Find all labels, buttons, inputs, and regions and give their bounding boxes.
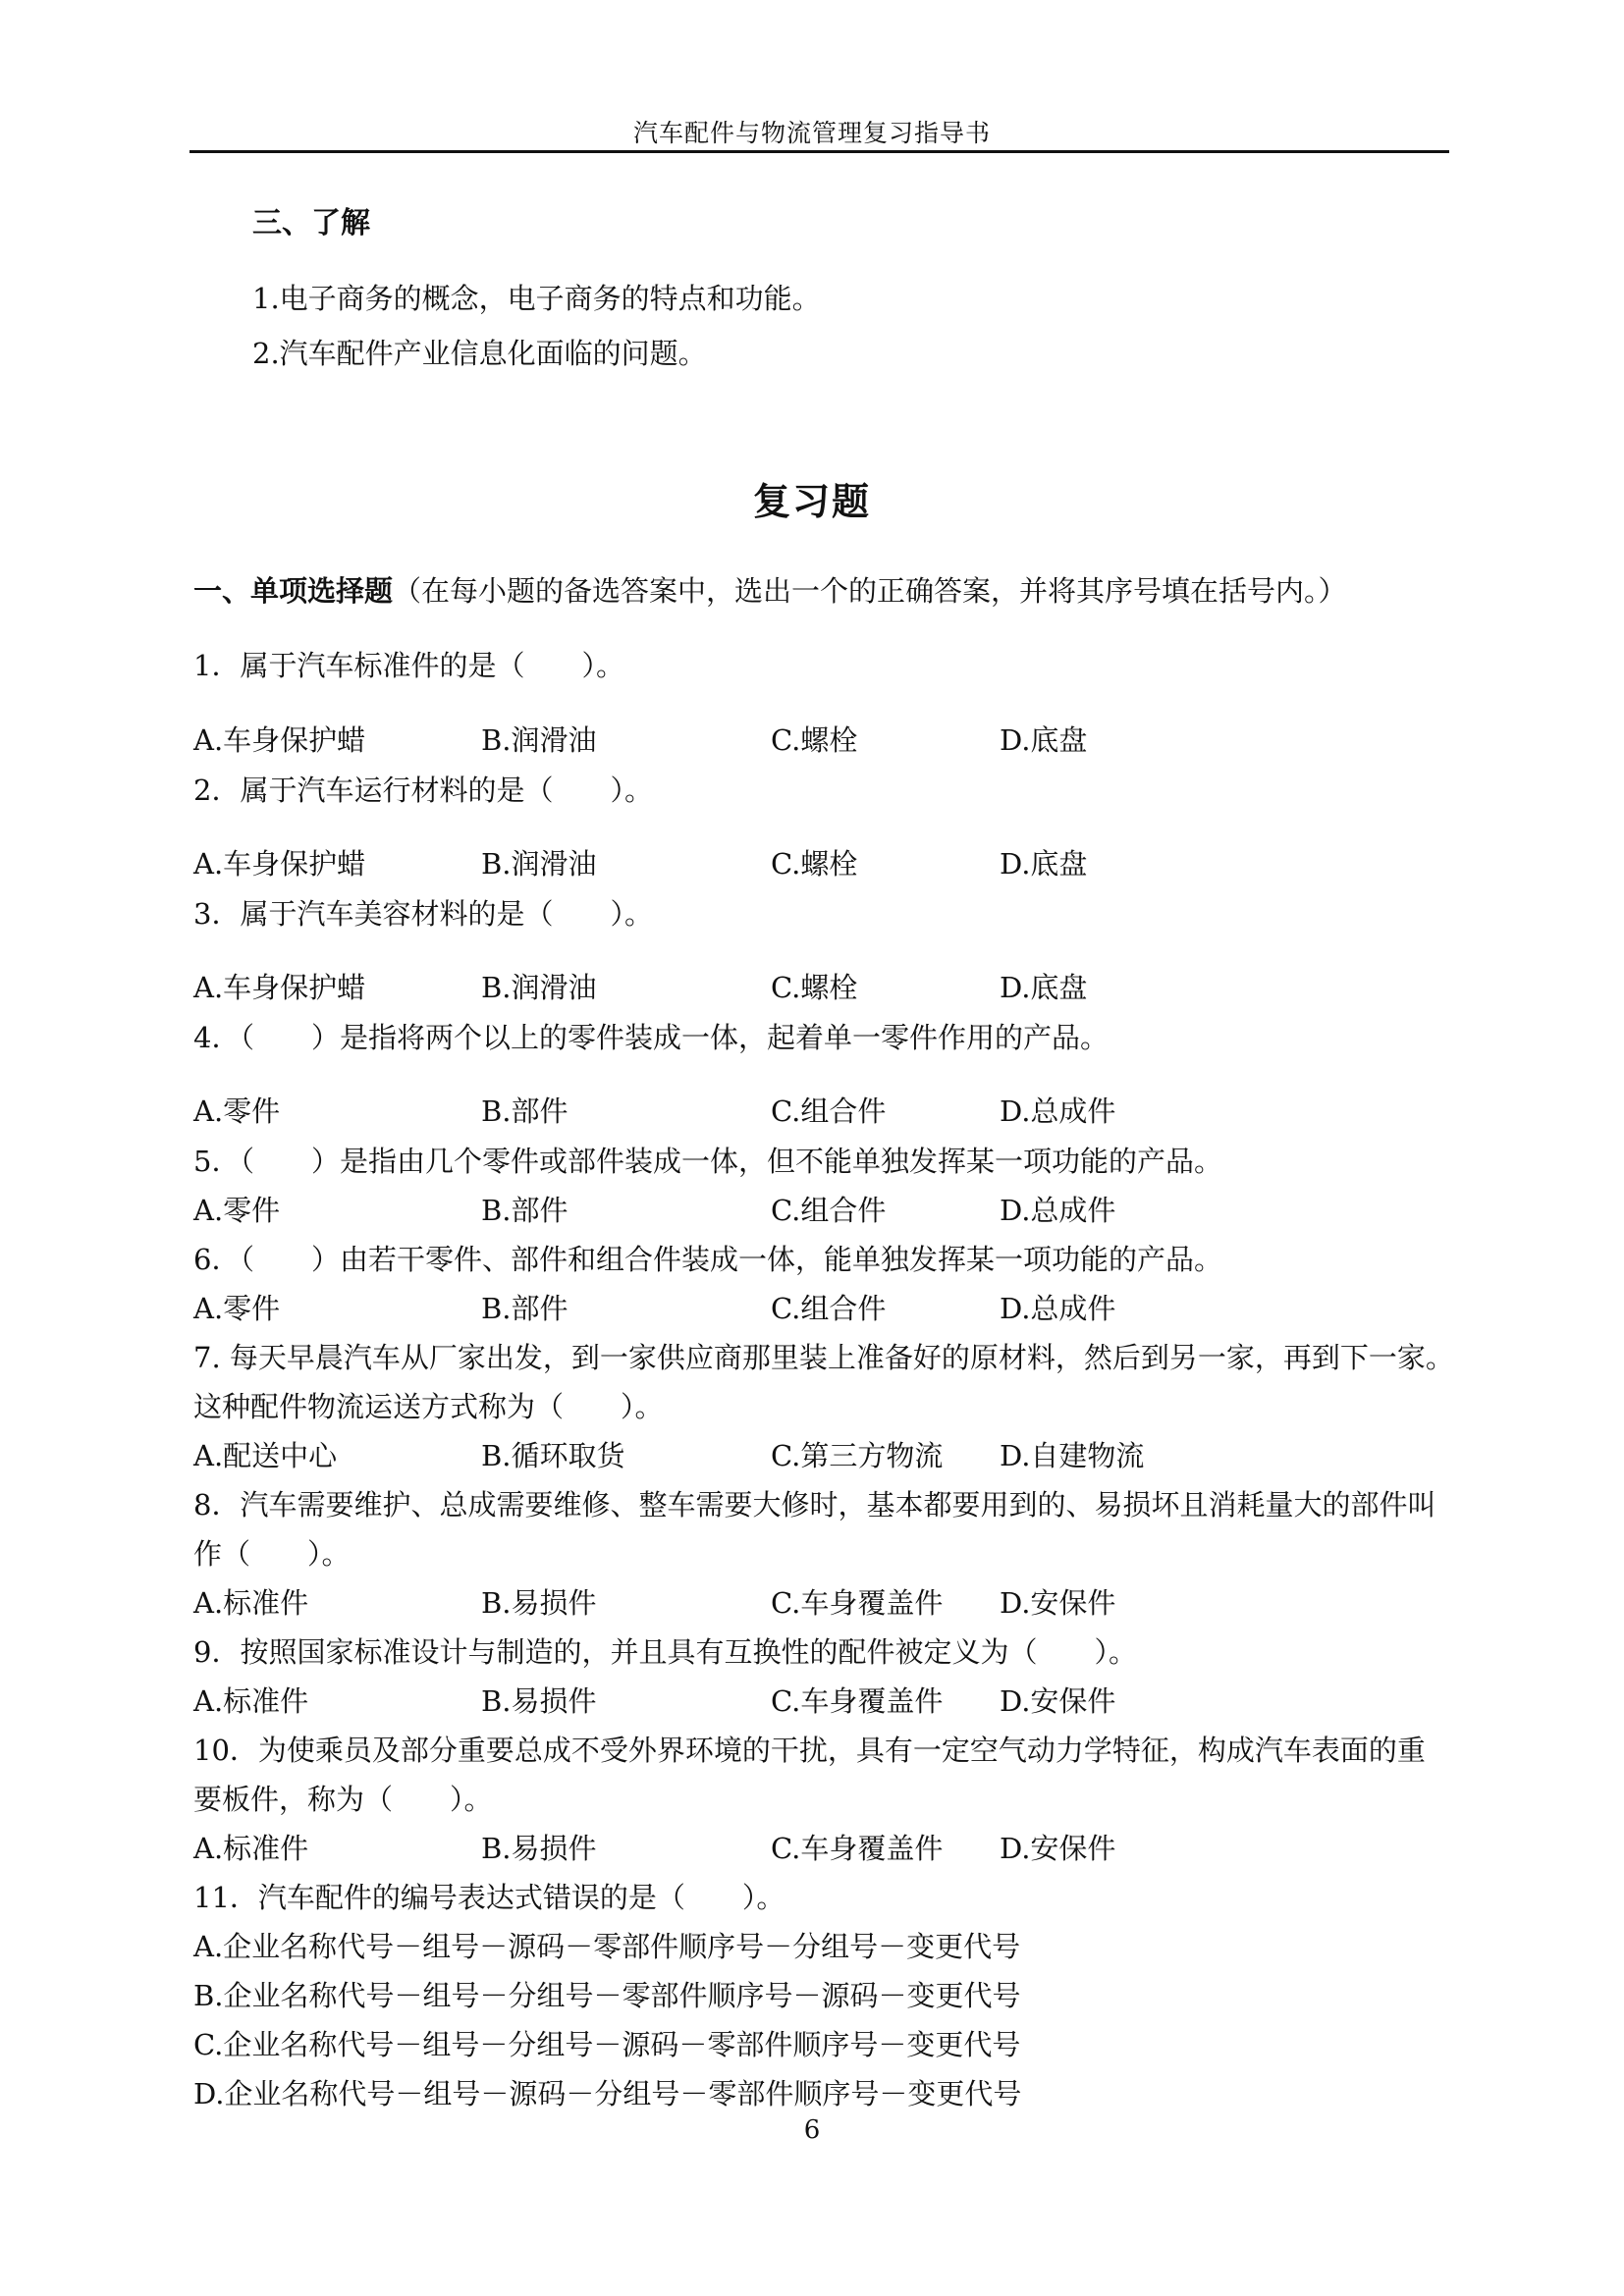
understand-item: 1.电子商务的概念，电子商务的特点和功能。 xyxy=(252,282,821,315)
option-a: A.车身保护蜡 xyxy=(193,971,366,1004)
option-c: C.车身覆盖件 xyxy=(771,1586,944,1620)
option-b: B.润滑油 xyxy=(481,847,597,881)
option-c: C.螺栓 xyxy=(771,847,858,881)
option-a: A.零件 xyxy=(193,1292,281,1325)
option-a: A.标准件 xyxy=(193,1832,309,1865)
running-header: 汽车配件与物流管理复习指导书 xyxy=(632,119,991,147)
option-a: A.企业名称代号－组号－源码－零部件顺序号－分组号－变更代号 xyxy=(193,1930,1021,1963)
option-a: A.车身保护蜡 xyxy=(193,723,366,757)
option-b: B.润滑油 xyxy=(481,971,597,1004)
question-stem: 7. 每天早晨汽车从厂家出发，到一家供应商那里装上准备好的原材料，然后到另一家，再到下一家。 xyxy=(193,1341,1454,1374)
option-b: B.润滑油 xyxy=(481,723,597,757)
option-d: D.安保件 xyxy=(1000,1684,1116,1718)
option-c: C.组合件 xyxy=(771,1194,887,1227)
option-a: A.标准件 xyxy=(193,1586,309,1620)
understand-item: 2.汽车配件产业信息化面临的问题。 xyxy=(252,337,707,370)
option-d: D.企业名称代号－组号－源码－分组号－零部件顺序号－变更代号 xyxy=(193,2077,1022,2110)
question-stem: 4．（ ）是指将两个以上的零件装成一体，起着单一零件作用的产品。 xyxy=(193,1021,1109,1054)
option-b: B.易损件 xyxy=(481,1832,597,1865)
option-c: C.组合件 xyxy=(771,1292,887,1325)
option-a: A.零件 xyxy=(193,1095,281,1128)
option-c: C.车身覆盖件 xyxy=(771,1832,944,1865)
section-title: 三、了解 xyxy=(252,206,370,240)
option-b: B.部件 xyxy=(481,1292,568,1325)
part-note: （在每小题的备选答案中，选出一个的正确答案，并将其序号填在括号内。） xyxy=(393,574,1347,608)
option-b: B.企业名称代号－组号－分组号－零部件顺序号－源码－变更代号 xyxy=(193,1979,1021,2012)
question-stem: 5．（ ）是指由几个零件或部件装成一体，但不能单独发挥某一项功能的产品。 xyxy=(193,1145,1222,1178)
header-rule xyxy=(189,150,1449,153)
option-c: C.组合件 xyxy=(771,1095,887,1128)
option-c: C.第三方物流 xyxy=(771,1439,944,1472)
option-d: D.总成件 xyxy=(1000,1194,1116,1227)
option-c: C.螺栓 xyxy=(771,971,858,1004)
option-d: D.总成件 xyxy=(1000,1292,1116,1325)
option-b: B.易损件 xyxy=(481,1586,597,1620)
option-d: D.自建物流 xyxy=(1000,1439,1145,1472)
review-title: 复习题 xyxy=(752,480,871,523)
option-b: B.部件 xyxy=(481,1095,568,1128)
question-stem: 10．为使乘员及部分重要总成不受外界环境的干扰，具有一定空气动力学特征，构成汽车表面的重 xyxy=(193,1734,1426,1767)
question-stem-cont: 作（ ）。 xyxy=(193,1537,351,1571)
page-number: 6 xyxy=(803,2115,821,2145)
option-d: D.安保件 xyxy=(1000,1586,1116,1620)
question-stem: 11．汽车配件的编号表达式错误的是（ ）。 xyxy=(193,1881,785,1914)
option-d: D.总成件 xyxy=(1000,1095,1116,1128)
question-stem: 9．按照国家标准设计与制造的，并且具有互换性的配件被定义为（ ）。 xyxy=(193,1635,1137,1669)
question-stem: 3．属于汽车美容材料的是（ ）。 xyxy=(193,897,653,931)
question-stem: 2．属于汽车运行材料的是（ ）。 xyxy=(193,774,653,807)
option-c: C.螺栓 xyxy=(771,723,858,757)
option-b: B.循环取货 xyxy=(481,1439,625,1472)
option-d: D.底盘 xyxy=(1000,971,1088,1004)
option-c: C.车身覆盖件 xyxy=(771,1684,944,1718)
question-stem: 8．汽车需要维护、总成需要维修、整车需要大修时，基本都要用到的、易损坏且消耗量大的部件叫 xyxy=(193,1488,1436,1522)
option-d: D.底盘 xyxy=(1000,847,1088,881)
question-stem-cont: 这种配件物流运送方式称为（ ）。 xyxy=(193,1390,664,1423)
option-b: B.部件 xyxy=(481,1194,568,1227)
option-b: B.易损件 xyxy=(481,1684,597,1718)
option-a: A.标准件 xyxy=(193,1684,309,1718)
question-stem-cont: 要板件，称为（ ）。 xyxy=(193,1783,493,1816)
option-c: C.企业名称代号－组号－分组号－源码－零部件顺序号－变更代号 xyxy=(193,2028,1021,2061)
part-heading xyxy=(193,571,1347,611)
option-a: A.配送中心 xyxy=(193,1439,338,1472)
part-title: 一、单项选择题 xyxy=(193,574,394,608)
option-d: D.安保件 xyxy=(1000,1832,1116,1865)
question-stem: 1．属于汽车标准件的是（ ）。 xyxy=(193,649,624,682)
option-d: D.底盘 xyxy=(1000,723,1088,757)
option-a: A.车身保护蜡 xyxy=(193,847,366,881)
question-stem: 6．（ ）由若干零件、部件和组合件装成一体，能单独发挥某一项功能的产品。 xyxy=(193,1243,1222,1276)
option-a: A.零件 xyxy=(193,1194,281,1227)
